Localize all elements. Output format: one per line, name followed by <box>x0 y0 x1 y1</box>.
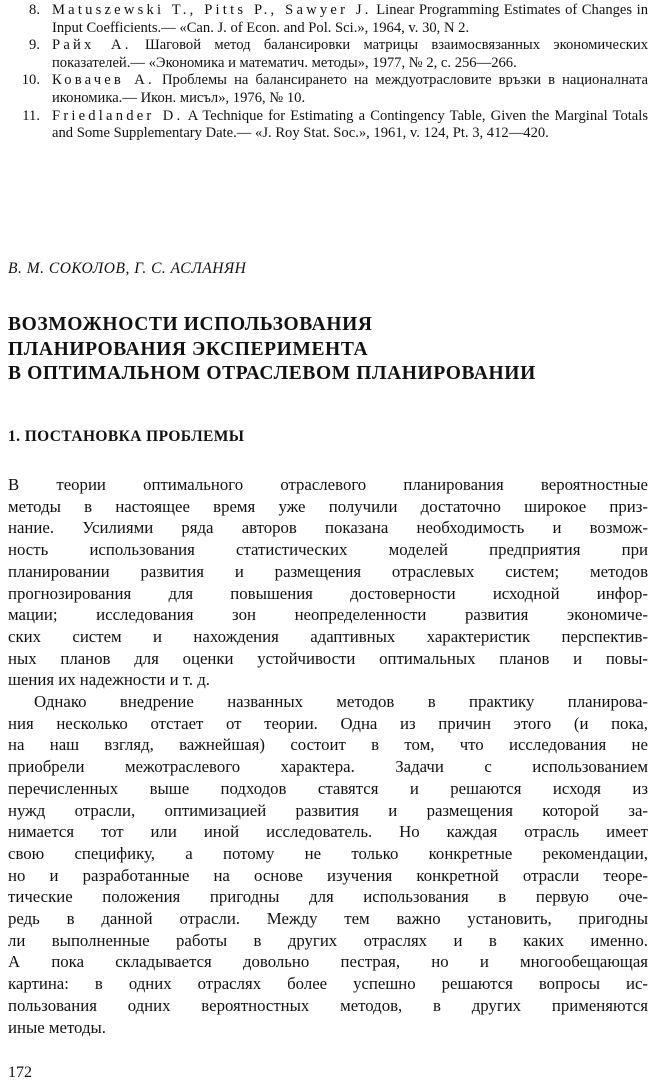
title-line: ВОЗМОЖНОСТИ ИСПОЛЬЗОВАНИЯ <box>8 314 373 335</box>
text-line: иные методы. <box>8 1017 106 1037</box>
text-line: нание. Усилиями ряда авторов показана необходимость и возмож- <box>8 518 648 538</box>
text-line: но и разработанные на основе изучения конкретной отрасли теоре- <box>8 865 648 885</box>
text-line: ских систем и нахождения адаптивных характеристик перспектив- <box>8 626 648 646</box>
body-text <box>8 474 648 1038</box>
text-line: ния несколько отстает от теории. Одна из причин этого (и пока, <box>8 713 648 733</box>
text-line: методы в настоящее время уже получили достаточно широкое приз- <box>8 496 648 516</box>
text-line: ных планов для оценки устойчивости оптимальных планов и повы- <box>8 648 648 668</box>
text-line: свою специфику, а потому не только конкретные рекомендации, <box>8 843 648 863</box>
reference-text <box>52 72 648 107</box>
text-line: редь в данной отрасли. Между тем важно установить, пригодны <box>8 909 648 929</box>
page-number: 172 <box>8 1064 32 1081</box>
reference-text <box>52 108 648 143</box>
reference-author: Ковачев А. <box>52 72 155 89</box>
section-heading: 1. ПОСТАНОВКА ПРОБЛЕМЫ <box>8 428 245 445</box>
text-line: А пока складывается довольно пестрая, но и многообещающая <box>8 952 648 972</box>
text-line: нимается тот или иной исследователь. Но каждая отрасль имеет <box>8 822 648 842</box>
text-line: Однако внедрение названных методов в практику планирова- <box>34 692 648 712</box>
reference-list <box>8 2 648 143</box>
article-title <box>8 313 536 387</box>
title-line: ПЛАНИРОВАНИЯ ЭКСПЕРИМЕНТА <box>8 338 369 360</box>
text-line: тические положения пригодны для использования в первую оче- <box>8 887 648 907</box>
reference-number: 9. <box>29 37 40 54</box>
title-line: В ОПТИМАЛЬНОМ ОТРАСЛЕВОМ ПЛАНИРОВАНИИ <box>8 363 536 384</box>
text-line: картина: в одних отраслях более успешно решаются вопросы ис- <box>8 974 648 994</box>
reference-text <box>52 2 648 37</box>
reference-author: Райх А. <box>52 37 132 54</box>
text-line: пользования одних вероятностных методов, в других применяются <box>8 995 648 1015</box>
reference-item <box>8 72 648 107</box>
reference-item <box>8 37 648 72</box>
text-line: ность использования статистических моделей предприятия при <box>8 540 648 560</box>
reference-item <box>8 108 648 143</box>
text-line: шения их надежности и т. д. <box>8 670 210 690</box>
reference-body: Linear Programming Estimates of Changes in Input Coefficients.— «Can. J. of Econ. and Pol. Sci.», 1964, v. 30, N 2. <box>52 2 648 36</box>
text-line: ли выполненные работы в других отраслях и в каких именно. <box>8 930 648 950</box>
reference-number: 11. <box>22 107 40 124</box>
text-line: В теории оптимального отраслевого планирования вероятностные <box>8 475 648 494</box>
reference-author: Friedlander D. <box>52 107 184 124</box>
text-line: приобрели межотраслевого характера. Задачи с использованием <box>8 757 648 777</box>
text-line: на наш взгляд, важнейшая) состоит в том, что исследования не <box>8 735 648 755</box>
text-line: нужд отрасли, оптимизацией развития и размещения которой за- <box>8 800 648 820</box>
text-line: мации; исследования зон неопределенности развития экономиче- <box>8 605 648 625</box>
reference-text <box>52 37 648 72</box>
reference-item <box>8 2 648 37</box>
article-authors: В. М. СОКОЛОВ, Г. С. АСЛАНЯН <box>8 260 247 277</box>
reference-body: Шаговой метод балансировки матрицы взаимосвязанных экономических показателей.— «Экономика и математич. методы», 1977, № 2, с. 256—266. <box>52 37 649 71</box>
text-line: прогнозирования для повышения достоверности исходной инфор- <box>8 583 648 603</box>
paragraph <box>8 691 648 1038</box>
paragraph <box>8 474 648 691</box>
reference-author: Matuszewski T., Pitts P., Sawyer J. <box>52 2 372 18</box>
reference-number: 8. <box>29 2 40 18</box>
reference-body: A Technique for Estimating a Contingency Table, Given the Marginal Totals and Some Supplementary Date.— «J. Roy Stat. Soc.», 1961, v. 124, Pt. 3, 412—420. <box>52 107 649 142</box>
text-line: перечисленных выше подходов ставятся и решаются исходя из <box>8 778 648 798</box>
reference-body: Проблемы на балансирането на междуотрасловите връзки в националната икономика.— Икон. мисъл», 1976, № 10. <box>52 72 648 106</box>
text-line: планировании развития и размещения отраслевых систем; методов <box>8 561 648 581</box>
reference-number: 10. <box>21 72 40 89</box>
